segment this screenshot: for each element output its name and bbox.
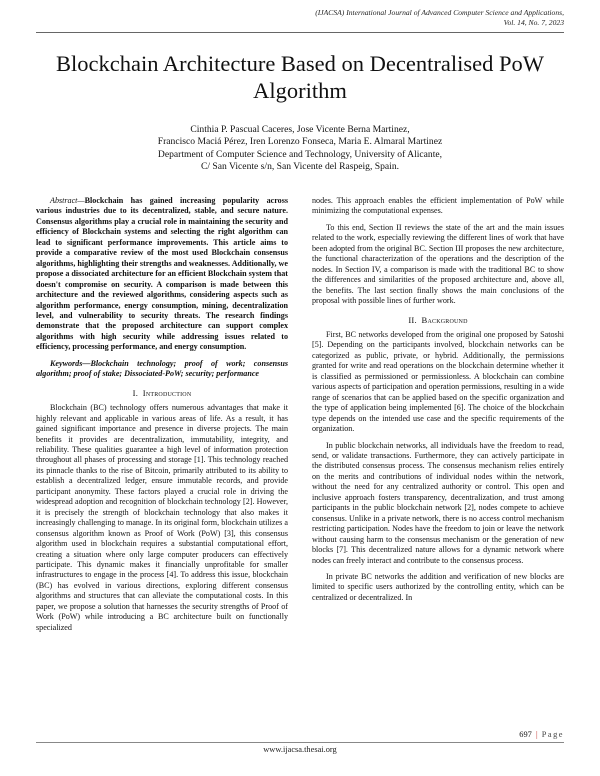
keywords [36,359,288,380]
intro-paragraph-1: Blockchain (BC) technology offers numerous advantages that make it highly relevant and applicable in various areas of life. As a result, it has gained significant importance and presence in diverse projects. The main benefits it provides are decentralization, immutability, integrity, and reliability. These qualities guarantee a high level of information protection throughout all phases of processing and storage [1]. This technology reached its pinnacle thanks to the rise of Bitcoin, primarily attributed to its ability to establish a decentralized ledger, ensure immutable records, and provide participant anonymity. These factors played a crucial role in driving the widespread adoption and recognition of blockchain technology [2]. However, it is precisely the strength of blockchain technology that also makes it increasingly challenging to manage. In its original form, blockchain utilizes a consensus algorithm known as Proof of Work (PoW) [3], this consensus algorithm used in blockchain requires a substantial computational effort, creating a situation where only large computer producers can effectively participate. This dynamic makes it financially unprofitable for smaller infrastructures to engage in the process [4]. To address this issue, blockchain (BC) has evolved in various directions, exploring different consensus algorithms and structures that can alleviate the computational costs. In this paper, we propose a solution that harnesses the security strengths of Proof of Work (PoW) while introducing a BC architecture built on functionally specialized [36,403,288,632]
journal-name: (IJACSA) International Journal of Advanced Computer Science and Applications, [315,8,564,17]
journal-header [315,8,564,28]
abstract-text: Blockchain has gained increasing popularity across various industries due to its decentralized, stable, and secure nature. Consensus algorithms play a crucial role in maintaining the security and efficiency of Blockchain systems and selecting the right algorithm can lead to significant performance improvements. This article aims to provide a comparative review of the most used Blockchain consensus algorithms, highlighting their strengths and weaknesses. Additionally, we propose a dissociated architecture for an efficient Blockchain system that doesn't compromise on security. A comparison is made between this architecture and the reviewed algorithms, considering aspects such as algorithm performance, energy consumption, mining, decentralization level, and vulnerability to security threats. The research findings demonstrate that the proposed architecture can support complex algorithms with high security while addressing issues related to efficiency, processing performance, and energy consumption. [36,196,288,352]
author-line-2: Francisco Maciá Pérez, Iren Lorenzo Fonseca, Maria E. Almaral Martinez [157,136,443,148]
background-paragraph-1: First, BC networks developed from the original one proposed by Satoshi [5]. Depending on the participants involved, blockchain networks can be categorized as public, private, or hybrid. Additionally, the permissions granted for write and read operations on the blockchain determine whether it is classified as permissioned or permissionless. A blockchain can combine various aspects of participation and operation permissions, resulting in a wide range of scenarios that can be applied based on the specific organization and the type of application being implemented [6]. The choice of the blockchain type depends on the intended use case and the specific requirements of the organization. [312,329,564,434]
left-column [36,196,288,639]
affiliation-line-2: C/ San Vicente s/n, San Vicente del Raspeig, Spain. [200,161,400,173]
section-title: Background [421,314,468,325]
section-heading-introduction [36,388,288,398]
right-column [312,196,564,609]
background-paragraph-2: In public blockchain networks, all individuals have the freedom to read, send, or validate transactions. Furthermore, they can actively participate in the distributed consensus process. The consensus mechanism relies entirely on the merits and contributions of individual nodes within the network, without the need for any centralized authority or control. This open and inclusive approach fosters transparency, decentralization, and trust among participants in the public blockchain network [2], nodes compete to achieve consensus. Unlike in a private network, there is no access control mechanism restricting participation. Nodes have the freedom to join or leave the network without causing harm to the consensus mechanism or the generation of new blocks [7]. This decentralized nature allows for a dynamic network where nodes can freely interact and contribute to the consensus process. [312,440,564,565]
journal-volume: Vol. 14, No. 7, 2023 [503,18,564,27]
author-line-1: Cinthia P. Pascual Caceres, Jose Vicente Berna Martinez, [190,124,410,135]
intro-paragraph-2: To this end, Section II reviews the state of the art and the main issues related to the work, especially reviewing the different lines of work that have been adopted from the original BC. Section III proposes the new architecture, the functional characterization of the operations and the description of the nodes. In Section IV, a comparison is made with the traditional BC to show the differences and similarities of the proposed architecture and, above all, the benefits. The last section finally shows the main conclusions of the proposal with possible lines of further work. [312,222,564,306]
page-number [519,730,564,739]
footer-url[interactable]: www.ijacsa.thesai.org [263,745,337,754]
paper-title: Blockchain Architecture Based on Decentralised PoW Algorithm [56,51,544,103]
section-heading-background [312,315,564,325]
page-number-value: 697 [519,730,532,739]
section-number: I. [132,387,139,398]
affiliation-line-1: Department of Computer Science and Technology, University of Alicante, [157,148,443,160]
author-block [36,124,564,174]
keywords-label: Keywords— [50,358,91,368]
page-separator: | [535,730,538,739]
page-label: Page [541,730,564,739]
intro-paragraph-continued: nodes. This approach enables the efficient implementation of PoW while minimizing the computational expenses. [312,196,564,216]
background-paragraph-3: In private BC networks the addition and verification of new blocks are limited to specific users authorized by the controlling entity, which can be centralized or decentralized. In [312,571,564,602]
section-title: Introduction [142,387,192,398]
keywords-text: Blockchain technology; proof of work; consensus algorithm; proof of stake; Dissociated-PoW; security; performance [36,358,288,379]
abstract [36,196,288,353]
abstract-label: Abstract— [50,196,85,205]
footer-rule [36,742,564,743]
header-rule [36,32,564,33]
section-number: II. [408,314,417,325]
